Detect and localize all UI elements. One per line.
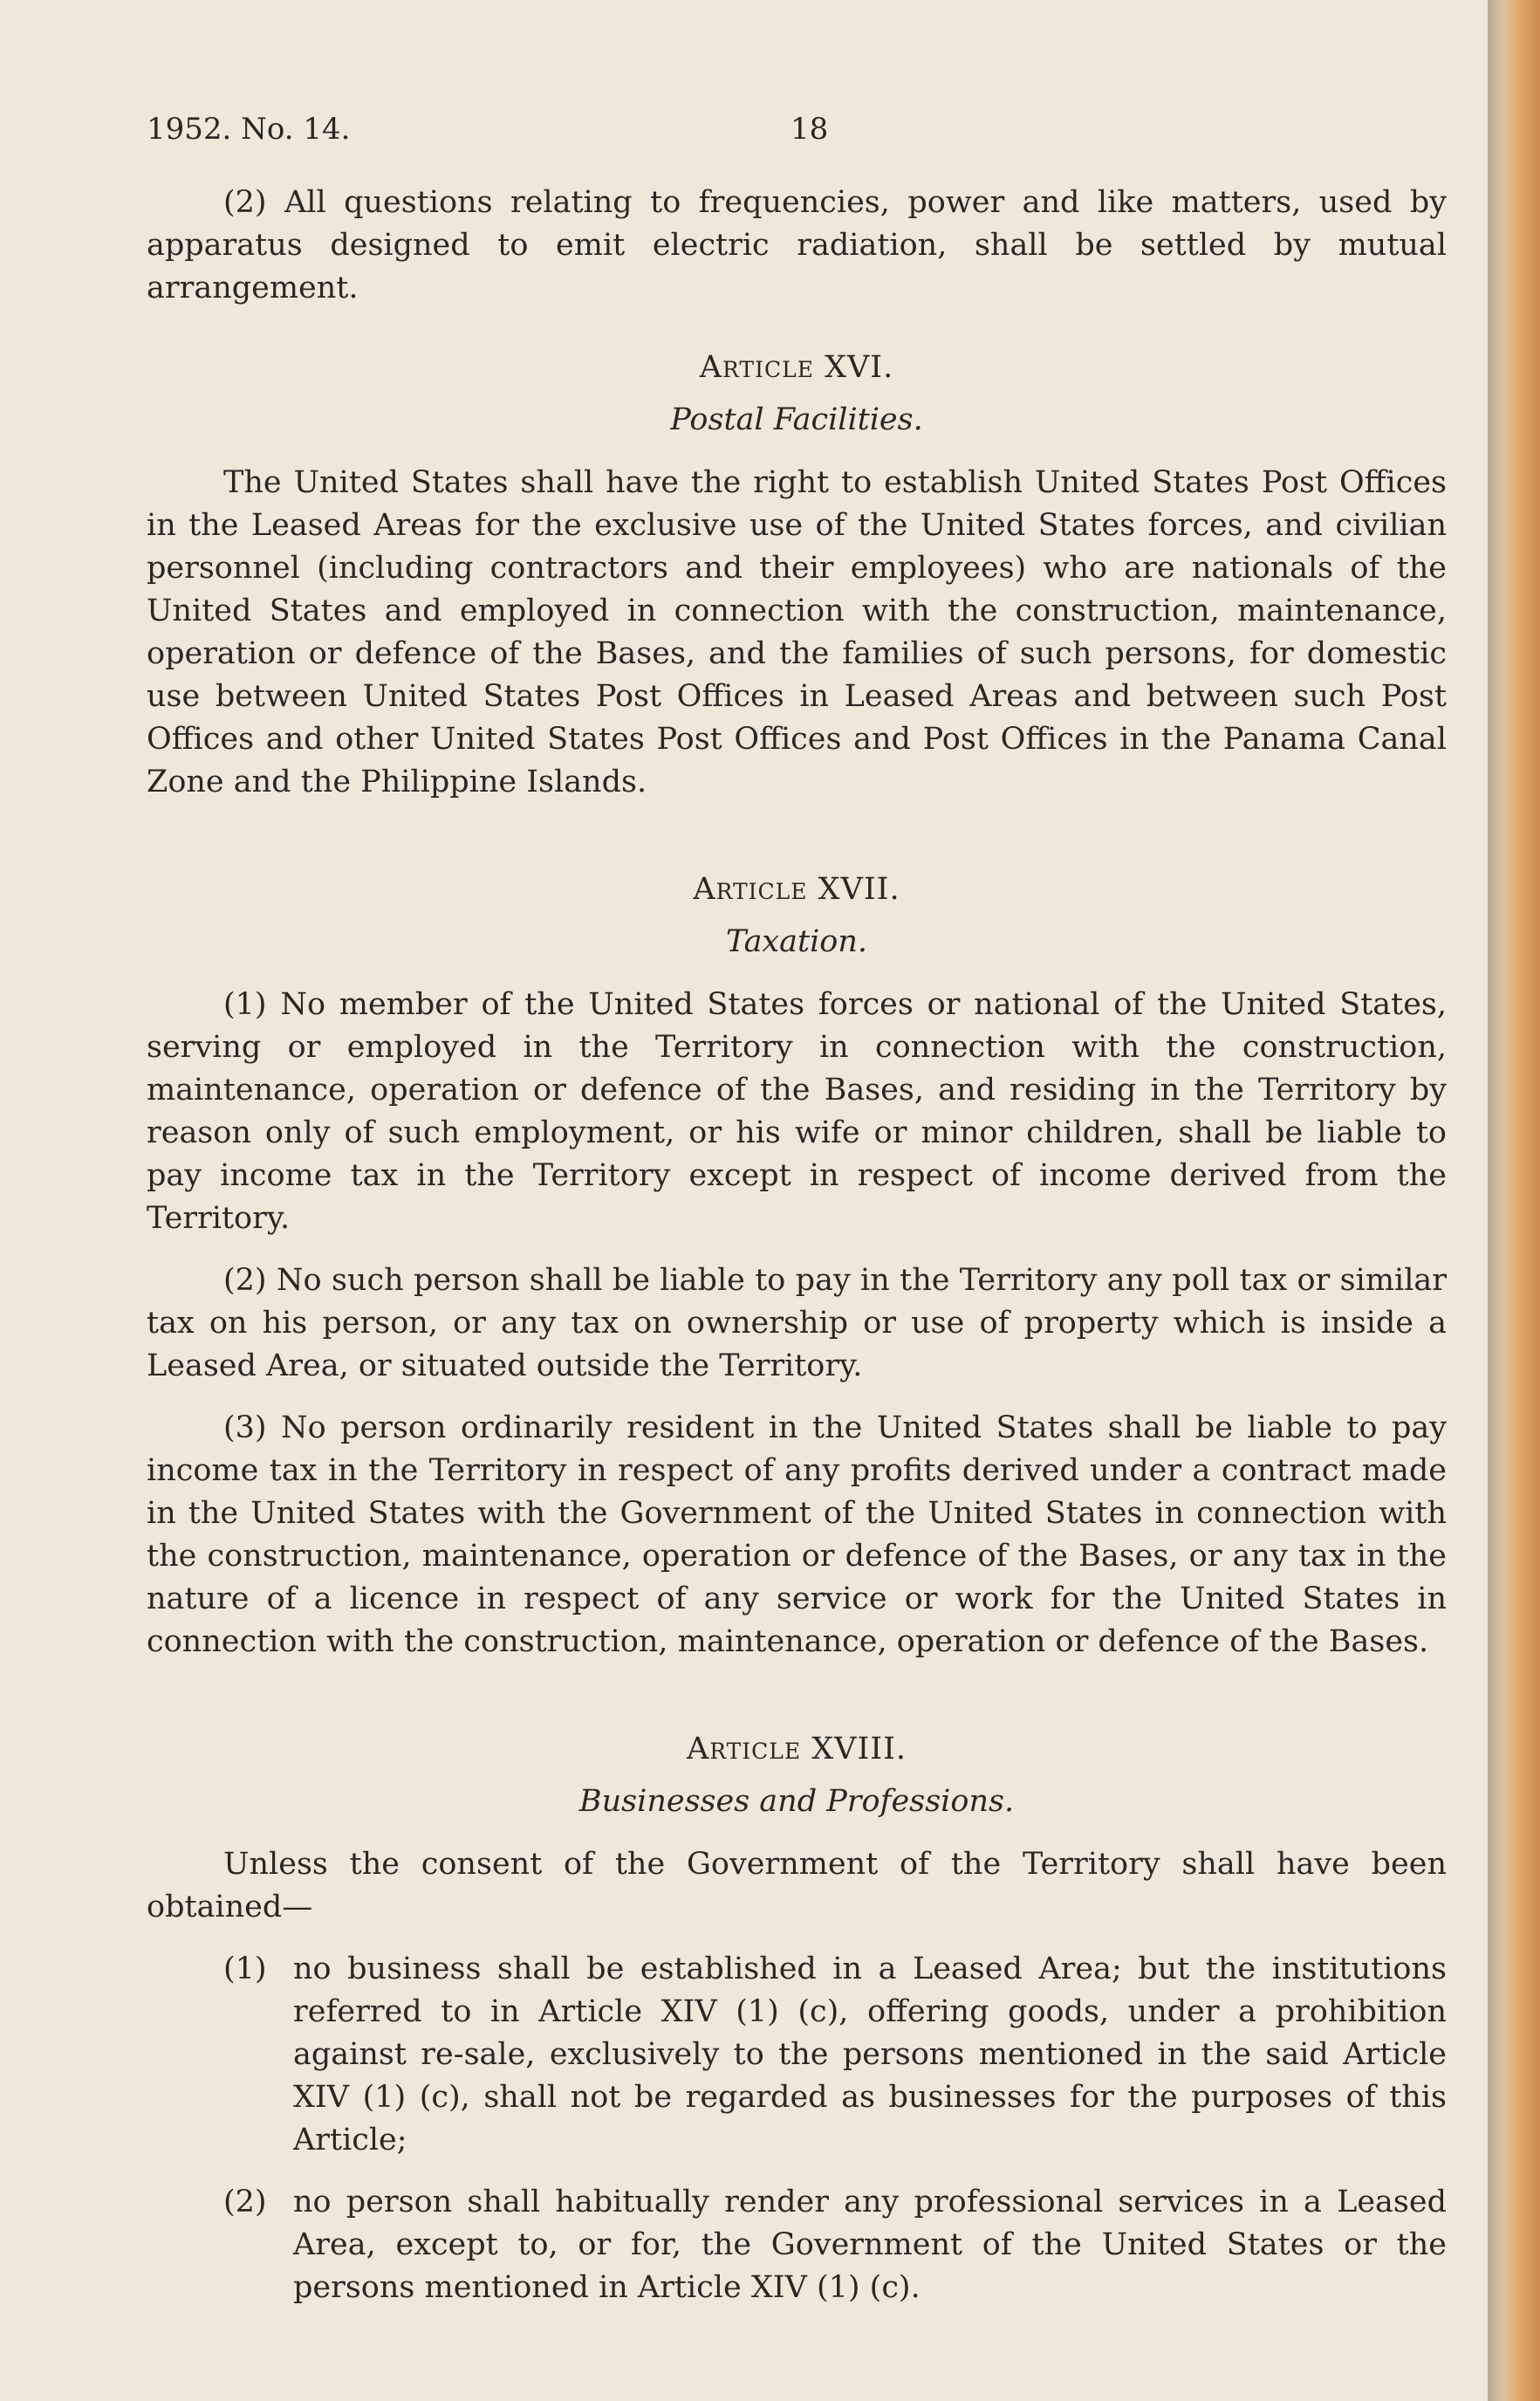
article-17-paragraph-2: (2) No such person shall be liable to pay in the Territory any poll tax or similar tax on his person, or any tax on ownership or use of property which is inside a Leased Area, or situated outside the Territory. [147, 1263, 1447, 1383]
page-number: 18 [791, 112, 829, 147]
item-text: no person shall habitually render any professional services in a Leased Area, except to, or for, the Government of the United States or the persons mentioned in Article XIV (1) (c). [293, 2185, 1447, 2305]
article-17-paragraph-3: (3) No person ordinarily resident in the United States shall be liable to pay income tax in the Territory in respect of any profits derived under a contract made in the United States with the Government of the United States in connection with the construction, maintenance, operation or defence of the Bases, or any tax in the nature of a licence in respect of any service or work for the United States in connection with the construction, maintenance, operation or defence of the Bases. [147, 1410, 1447, 1659]
article-18-subtitle: Businesses and Professions. [578, 1784, 1015, 1819]
article-17-subtitle: Taxation. [725, 924, 868, 959]
page-edge [1488, 0, 1540, 2401]
page-header [147, 112, 1386, 155]
item-number: (2) [223, 2185, 267, 2219]
article-16-subtitle: Postal Facilities. [670, 402, 923, 437]
item-number: (1) [223, 1952, 267, 1986]
article-18-intro: Unless the consent of the Government of the Territory shall have been obtained— [147, 1847, 1447, 1924]
article-18-item-1 [147, 1948, 1447, 2162]
article-18-heading: Article XVIII. [686, 1732, 907, 1766]
article-17-heading: Article XVII. [693, 872, 900, 907]
article-16-paragraph: The United States shall have the right to establish United States Post Offices in the Leased Areas for the exclusive use of the United States forces, and civilian personnel (including contractors and their employees) who are nationals of the United States and employed in connection with the construction, maintenance, operation or defence of the Bases, and the families of such persons, for domestic use between United States Post Offices in Leased Areas and between such Post Offices and other United States Post Offices and Post Offices in the Panama Canal Zone and the Philippine Islands. [147, 465, 1447, 799]
item-text: no business shall be established in a Leased Area; but the institutions referred to in Article XIV (1) (c), offering goods, under a prohibition against re-sale, exclusively to the persons mentioned in the said Article XIV (1) (c), shall not be regarded as businesses for the purposes of this Article; [293, 1952, 1447, 2157]
article-18-item-2 [147, 2181, 1447, 2309]
article-17-paragraph-1: (1) No member of the United States forces or national of the United States, serving or employed in the Territory in connection with the construction, maintenance, operation or defence of the Bases, and residing in the Territory by reason only of such employment, or his wife or minor children, shall be liable to pay income tax in the Territory except in respect of income derived from the Territory. [147, 987, 1447, 1236]
year-number: 1952. No. 14. [147, 112, 351, 147]
page-content [147, 182, 1447, 2309]
paragraph-frequencies: (2) All questions relating to frequencies, power and like matters, used by apparatus designed to emit electric radiation, shall be settled by mutual arrangement. [147, 185, 1447, 305]
article-16-heading: Article XVI. [699, 350, 894, 385]
